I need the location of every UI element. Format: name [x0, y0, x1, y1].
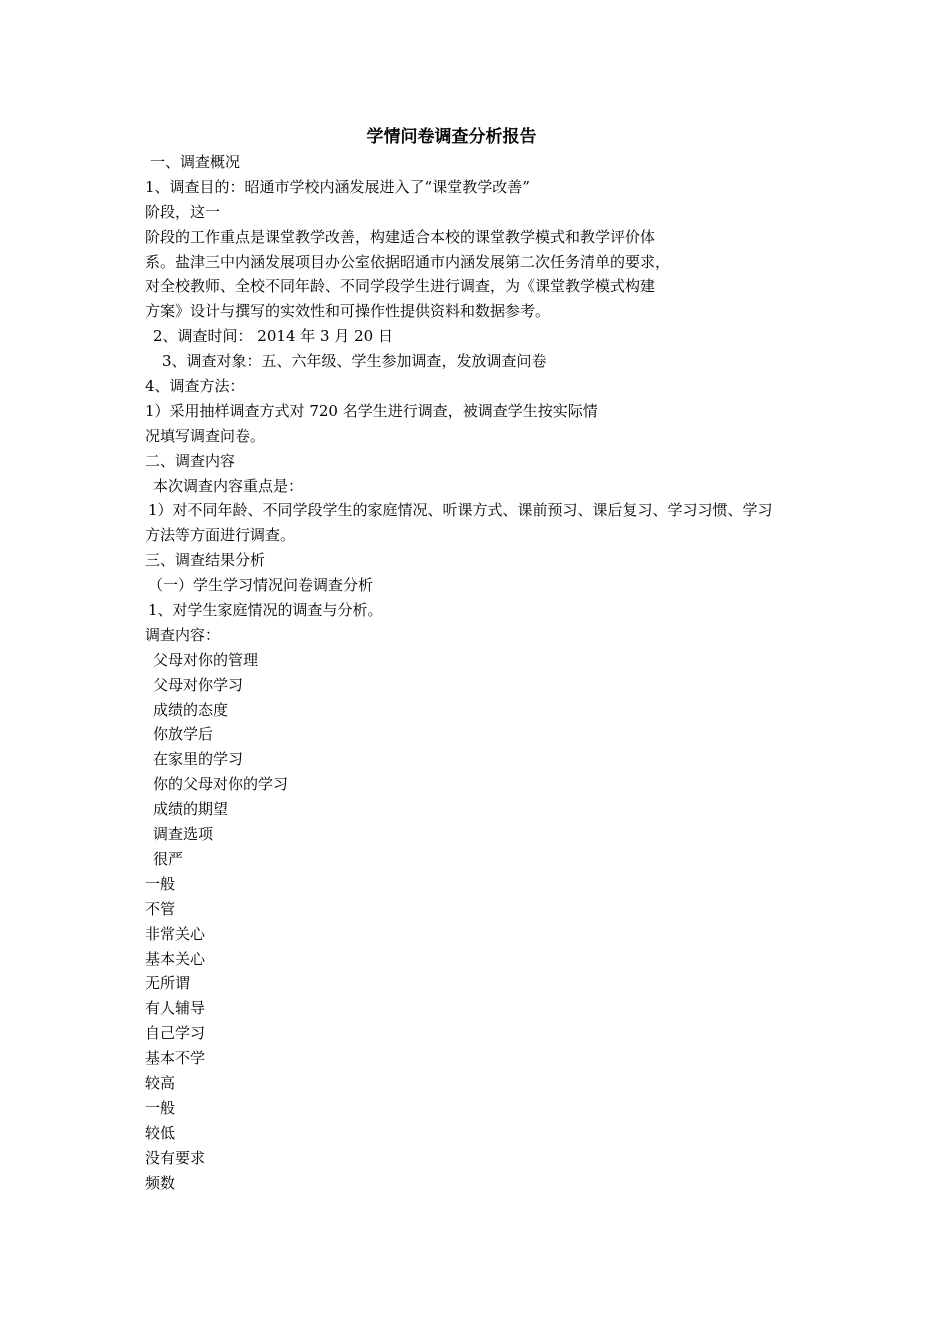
list-item: 你的父母对你的学习	[153, 775, 289, 794]
list-item: 父母对你学习	[153, 675, 244, 694]
list-item: 较高	[145, 1073, 176, 1092]
document-body	[145, 150, 825, 1195]
list-item: 无所谓	[145, 974, 191, 993]
paragraph-line: 3、调查对象：五、六年级、学生参加调查，发放调查问卷	[162, 352, 547, 371]
list-item: 一般	[145, 1098, 176, 1117]
list-item: 成绩的态度	[153, 700, 229, 719]
list-item: 你放学后	[153, 725, 214, 744]
list-item: 自己学习	[145, 1024, 206, 1043]
paragraph-line: 对全校教师、全校不同年龄、不同学段学生进行调查，为《课堂教学模式构建	[145, 277, 656, 296]
paragraph-line: 1）采用抽样调查方式对 720 名学生进行调查，被调查学生按实际情	[145, 401, 598, 420]
paragraph-line: 况填写调查问卷。	[145, 426, 266, 445]
list-item: 不管	[145, 899, 176, 918]
paragraph-line: 1、对学生家庭情况的调查与分析。	[148, 601, 383, 620]
section-heading-content: 二、调查内容	[145, 451, 236, 470]
paragraph-line: 方案》设计与撰写的实效性和可操作性提供资料和数据参考。	[145, 302, 551, 321]
list-item: 在家里的学习	[153, 750, 244, 769]
paragraph-line: 调查内容：	[145, 625, 221, 644]
list-item: 较低	[145, 1123, 176, 1142]
paragraph-line: 方法等方面进行调查。	[145, 526, 296, 545]
list-item: 成绩的期望	[153, 800, 229, 819]
section-heading-overview: 一、调查概况	[150, 153, 241, 171]
paragraph-line: 本次调查内容重点是：	[153, 476, 304, 495]
subsection-heading: （一）学生学习情况问卷调查分析	[148, 576, 374, 595]
paragraph-line: 系。盐津三中内涵发展项目办公室依据昭通市内涵发展第二次任务清单的要求，	[145, 252, 671, 271]
list-item: 有人辅导	[145, 999, 206, 1018]
list-item: 基本不学	[145, 1049, 206, 1068]
paragraph-line: 1）对不同年龄、不同学段学生的家庭情况、听课方式、课前预习、课后复习、学习习惯、学习	[148, 501, 773, 520]
list-item: 很严	[153, 849, 184, 868]
list-item: 父母对你的管理	[153, 650, 259, 669]
paragraph-line: 4、调查方法：	[145, 377, 245, 396]
list-item: 基本关心	[145, 949, 206, 968]
paragraph-line: 阶段的工作重点是课堂教学改善，构建适合本校的课堂教学模式和教学评价体	[145, 227, 656, 246]
paragraph-line: 1、调查目的：昭通市学校内涵发展进入了“课堂教学改善”	[145, 177, 530, 196]
paragraph-line: 2、调查时间： 2014 年 3 月 20 日	[153, 327, 393, 346]
document-title: 学情问卷调查分析报告	[366, 127, 537, 147]
list-item: 一般	[145, 874, 176, 893]
paragraph-line: 阶段，这一	[145, 202, 221, 221]
section-heading-results: 三、调查结果分析	[145, 551, 266, 570]
list-item: 非常关心	[145, 924, 206, 943]
list-item: 频数	[145, 1173, 176, 1192]
list-item: 没有要求	[145, 1148, 206, 1167]
list-item: 调查选项	[153, 825, 214, 844]
